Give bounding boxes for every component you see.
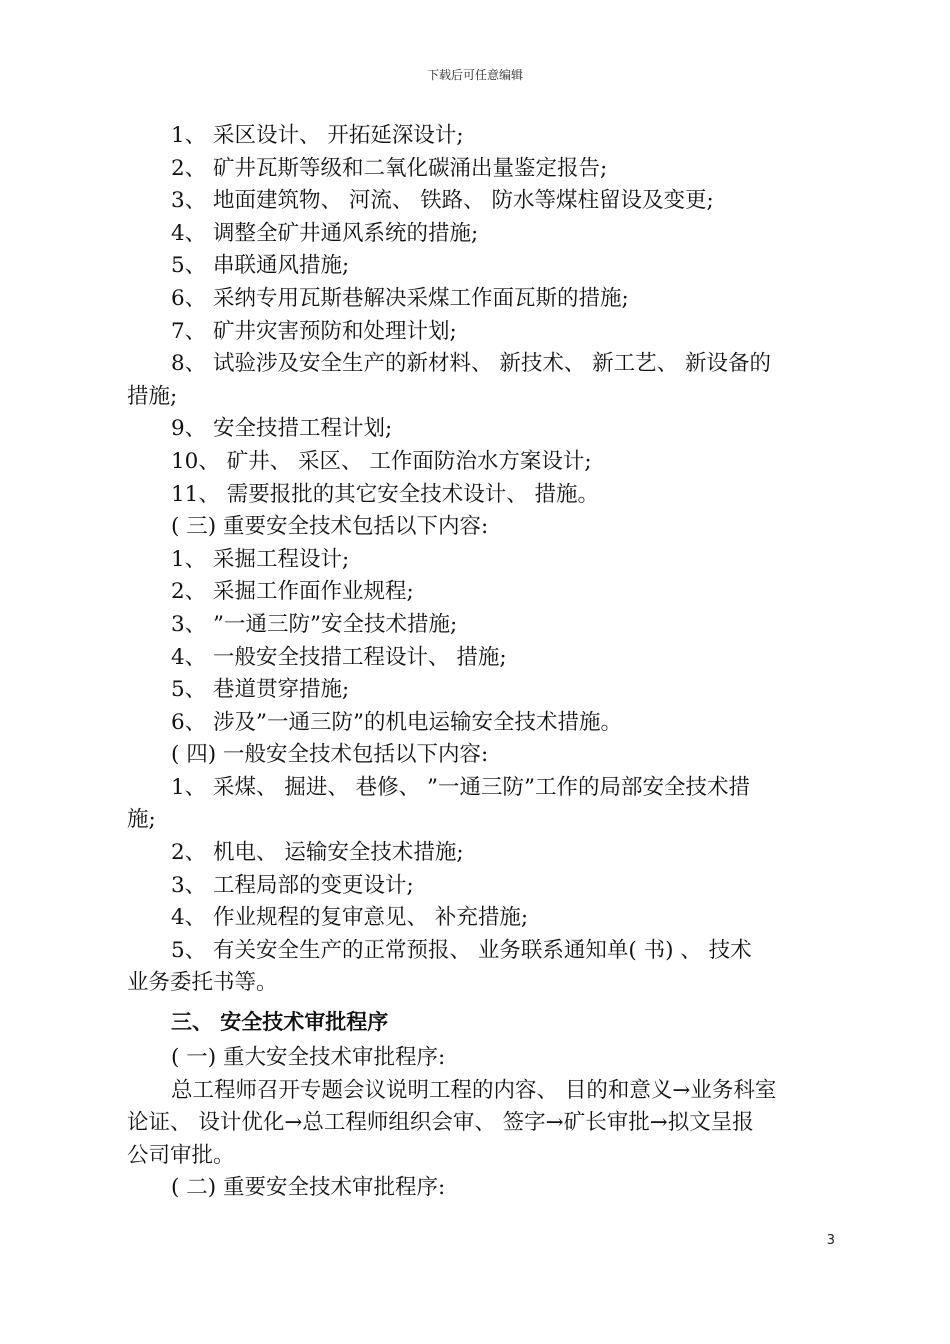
page-header: 下载后可任意编辑 xyxy=(426,68,523,82)
list-item: 6、 涉及”一通三防”的机电运输安全技术措施。 xyxy=(171,709,622,735)
list-item: 11、 需要报批的其它安全技术设计、 措施。 xyxy=(171,481,600,507)
paragraph-line: 总工程师召开专题会议说明工程的内容、 目的和意义→业务科室 xyxy=(171,1077,777,1103)
page-number: 3 xyxy=(826,1233,835,1248)
list-item: 6、 采纳专用瓦斯巷解决采煤工作面瓦斯的措施; xyxy=(171,285,629,311)
list-item: 3、 地面建筑物、 河流、 铁路、 防水等煤柱留设及变更; xyxy=(171,188,714,214)
list-item-continuation: 业务委托书等。 xyxy=(127,970,278,996)
list-item: 2、 矿井瓦斯等级和二氧化碳涌出量鉴定报告; xyxy=(171,155,608,181)
subsection-title: ( 二) 重要安全技术审批程序: xyxy=(171,1175,446,1201)
subsection-title: ( 四) 一般安全技术包括以下内容: xyxy=(171,742,489,768)
list-item: 3、 ”一通三防”安全技术措施; xyxy=(171,611,458,637)
list-item: 1、 采煤、 掘进、 巷修、 ”一通三防”工作的局部安全技术措 xyxy=(171,774,751,800)
list-item: 5、 串联通风措施; xyxy=(171,253,350,279)
list-item: 2、 采掘工作面作业规程; xyxy=(171,579,414,605)
list-item: 9、 安全技措工程计划; xyxy=(171,416,393,442)
list-item: 5、 巷道贯穿措施; xyxy=(171,677,350,703)
list-item: 1、 采掘工程设计; xyxy=(171,546,350,572)
list-item: 4、 一般安全技措工程设计、 措施; xyxy=(171,644,507,670)
paragraph-line: 公司审批。 xyxy=(127,1142,235,1168)
list-item: 7、 矿井灾害预防和处理计划; xyxy=(171,318,457,344)
list-item-continuation: 施; xyxy=(127,807,156,833)
section-heading: 三、 安全技术审批程序 xyxy=(171,1010,389,1035)
list-item: 4、 作业规程的复审意见、 补充措施; xyxy=(171,905,529,931)
list-item: 1、 采区设计、 开拓延深设计; xyxy=(171,123,464,148)
list-item: 3、 工程局部的变更设计; xyxy=(171,872,414,898)
list-item: 2、 机电、 运输安全技术措施; xyxy=(171,840,464,866)
list-item: 5、 有关安全生产的正常预报、 业务联系通知单( 书) 、 技术 xyxy=(171,937,752,963)
list-item: 8、 试验涉及安全生产的新材料、 新技术、 新工艺、 新设备的 xyxy=(171,351,772,377)
list-item-continuation: 措施; xyxy=(127,383,178,409)
subsection-title: ( 三) 重要安全技术包括以下内容: xyxy=(171,514,489,540)
list-item: 10、 矿井、 采区、 工作面防治水方案设计; xyxy=(171,448,592,474)
subsection-title: ( 一) 重大安全技术审批程序: xyxy=(171,1045,446,1071)
list-item: 4、 调整全矿井通风系统的措施; xyxy=(171,220,479,246)
paragraph-line: 论证、 设计优化→总工程师组织会审、 签字→矿长审批→拟文呈报 xyxy=(127,1110,754,1136)
document-body xyxy=(127,120,837,1205)
